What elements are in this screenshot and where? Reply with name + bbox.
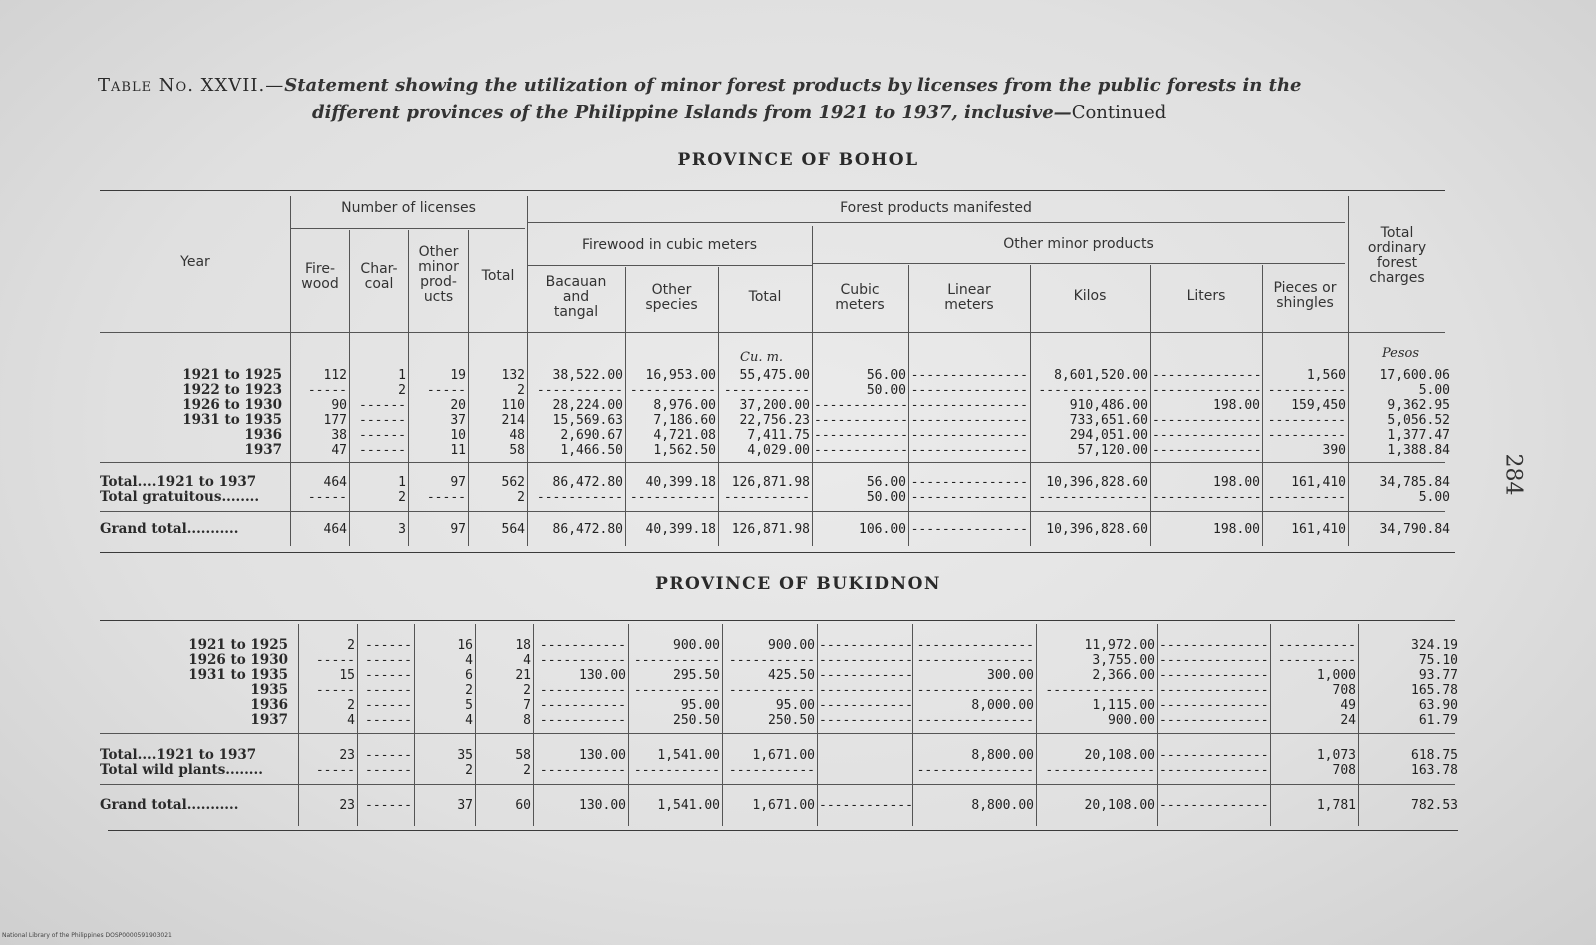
v-sep xyxy=(1150,265,1151,546)
bukidnon-tot-liters: -------------- -------------- xyxy=(1159,748,1269,778)
bohol-tot-liters: 198.00 -------------- xyxy=(1152,475,1262,505)
bohol-charges: 17,600.06 5.00 9,362.95 5,056.52 1,377.47 1,388.84 xyxy=(1379,368,1450,458)
header-bacauan: Bacauan and tangal xyxy=(545,274,607,320)
bohol-grand-charges: 34,790.84 xyxy=(1379,522,1450,537)
v-sep xyxy=(812,226,813,546)
forest-products-rule xyxy=(527,222,1345,223)
bukidnon-tot-charges: 618.75 163.78 xyxy=(1411,748,1458,778)
bohol-bottom-rule xyxy=(100,552,1455,553)
header-kilos: Kilos xyxy=(1073,288,1107,304)
bukidnon-grand-charcoal: ------ xyxy=(365,798,412,813)
bukidnon-firewood: 2 ----- 15 ----- 2 4 xyxy=(315,638,355,728)
bukidnon-other-species: 900.00 ----------- 295.50 ----------- 95.00 250.50 xyxy=(633,638,720,728)
header-pieces: Pieces or shingles xyxy=(1273,280,1337,311)
bukidnon-charges: 324.19 75.10 93.77 165.78 63.90 61.79 xyxy=(1411,638,1458,728)
v-sep xyxy=(1036,624,1037,826)
bukidnon-kilos: 11,972.00 3,755.00 2,366.00 -------------- 1,115.00 900.00 xyxy=(1045,638,1155,728)
bukidnon-tot-bacauan: 130.00 ----------- xyxy=(539,748,626,778)
bohol-grand-rule xyxy=(100,511,1445,512)
v-sep xyxy=(718,267,719,546)
v-sep xyxy=(357,624,358,826)
bohol-tot-total: 562 2 xyxy=(501,475,525,505)
bohol-other-species: 16,953.00 ----------- 8,976.00 7,186.60 4,721.08 1,562.50 xyxy=(629,368,716,458)
unit-cu-m: Cu. m. xyxy=(740,350,784,365)
bohol-grand-label: Grand total........... xyxy=(100,521,239,537)
unit-pesos: Pesos xyxy=(1382,346,1420,361)
bukidnon-grand-other: 37 xyxy=(457,798,473,813)
bohol-total: 132 2 110 214 48 58 xyxy=(501,368,525,458)
bukidnon-grand-linear: 8,800.00 xyxy=(971,798,1034,813)
v-sep xyxy=(722,624,723,826)
v-sep xyxy=(1157,624,1158,826)
v-sep xyxy=(290,196,291,546)
bohol-grand-other-species: 40,399.18 xyxy=(645,522,716,537)
bohol-totals-labels: Total....1921 to 1937 Total gratuitous........ xyxy=(100,474,260,505)
other-minor-rule xyxy=(812,263,1345,264)
bohol-grand-charcoal: 3 xyxy=(398,522,406,537)
page-number: 284 xyxy=(1500,453,1526,496)
bohol-grand-pieces: 161,410 xyxy=(1291,522,1346,537)
bohol-bacauan: 38,522.00 ----------- 28,224.00 15,569.63 2,690.67 1,466.50 xyxy=(536,368,623,458)
bohol-linear: --------------- --------------- --------------- --------------- --------------- --------------- xyxy=(910,368,1028,458)
header-cubic-meters: Cubic meters xyxy=(835,282,885,313)
header-firewood: Fire- wood xyxy=(301,261,339,292)
bukidnon-tot-firewood: 23 ----- xyxy=(315,748,355,778)
title-continued: Continued xyxy=(1071,102,1167,123)
bukidnon-grand-total: 60 xyxy=(515,798,531,813)
bohol-kilos: 8,601,520.00 -------------- 910,486.00 733,651.60 294,051.00 57,120.00 xyxy=(1038,368,1148,458)
bukidnon-bacauan: ----------- ----------- 130.00 ----------- ----------- ----------- xyxy=(539,638,626,728)
bohol-charcoal: 1 2 ------ ------ ------ ------ xyxy=(359,368,406,458)
bukidnon-grand-rule xyxy=(100,784,1455,785)
header-charcoal: Char- coal xyxy=(360,261,398,292)
bukidnon-totals-labels: Total....1921 to 1937 Total wild plants........ xyxy=(100,747,263,778)
bukidnon-grand-pieces: 1,781 xyxy=(1316,798,1356,813)
bohol-other-minor: 19 ----- 20 37 10 11 xyxy=(426,368,466,458)
v-sep xyxy=(1358,624,1359,826)
title-italic-line1: Statement showing the utilization of minor forest products by licenses from the public forests in the xyxy=(284,75,1302,96)
bukidnon-liters: -------------- -------------- -------------- -------------- -------------- -------------- xyxy=(1159,638,1269,728)
bohol-grand-total: 564 xyxy=(501,522,525,537)
bukidnon-total: 18 4 21 2 7 8 xyxy=(515,638,531,728)
bukidnon-totals-rule xyxy=(100,733,1455,734)
v-sep xyxy=(414,624,415,826)
header-total-charges: Total ordinary forest charges xyxy=(1367,225,1427,286)
bohol-grand-firewood: 464 xyxy=(323,522,347,537)
bohol-pieces: 1,560 ---------- 159,450 ---------- ---------- 390 xyxy=(1267,368,1346,458)
v-sep xyxy=(817,624,818,826)
v-sep xyxy=(475,624,476,826)
header-firewood-cubic: Firewood in cubic meters xyxy=(581,237,757,253)
bohol-tot-charcoal: 1 2 xyxy=(398,475,406,505)
bohol-tot-bacauan: 86,472.80 ----------- xyxy=(536,475,623,505)
bohol-tot-cubic: 56.00 50.00 xyxy=(866,475,906,505)
bukidnon-grand-cubic: ------------ xyxy=(819,798,913,813)
bukidnon-cubic: ------------ ------------ ------------ ------------ ------------ ------------ xyxy=(819,638,913,728)
v-sep xyxy=(533,624,534,826)
bohol-fw-total: 55,475.00 ----------- 37,200.00 22,756.23 7,411.75 4,029.00 xyxy=(723,368,810,458)
header-number-of-licenses: Number of licenses xyxy=(341,200,476,216)
header-fw-total: Total xyxy=(748,289,782,305)
bukidnon-heading: PROVINCE OF BUKIDNON xyxy=(655,574,941,594)
bohol-tot-other-species: 40,399.18 ----------- xyxy=(629,475,716,505)
title-label: Table No. XXVII.— xyxy=(98,75,285,96)
bohol-grand-kilos: 10,396,828.60 xyxy=(1046,522,1148,537)
bukidnon-tot-other-species: 1,541.00 ----------- xyxy=(633,748,720,778)
bohol-tot-charges: 34,785.84 5.00 xyxy=(1379,475,1450,505)
bohol-grand-fw-total: 126,871.98 xyxy=(731,522,810,537)
header-other-minor: Other minor prod- ucts xyxy=(418,244,459,305)
bohol-grand-bacauan: 86,472.80 xyxy=(552,522,623,537)
bohol-tot-pieces: 161,410 ---------- xyxy=(1267,475,1346,505)
bukidnon-tot-other: 35 2 xyxy=(457,748,473,778)
bukidnon-tot-kilos: 20,108.00 -------------- xyxy=(1045,748,1155,778)
bukidnon-grand-fw-total: 1,671.00 xyxy=(752,798,815,813)
v-sep xyxy=(1030,265,1031,546)
footer-note: National Library of the Philippines DOSP0000591903021 xyxy=(2,932,172,939)
bohol-grand-other: 97 xyxy=(450,522,466,537)
header-year: Year xyxy=(180,254,210,270)
bukidnon-pieces: ---------- ---------- 1,000 708 49 24 xyxy=(1277,638,1356,728)
bukidnon-tot-total: 58 2 xyxy=(515,748,531,778)
bukidnon-grand-kilos: 20,108.00 xyxy=(1084,798,1155,813)
bukidnon-year-labels: 1921 to 1925 1926 to 1930 1931 to 1935 1935 1936 1937 xyxy=(188,637,288,728)
header-linear-meters: Linear meters xyxy=(944,282,994,313)
title-italic-line2: different provinces of the Philippine Islands from 1921 to 1937, inclusive— xyxy=(312,102,1072,123)
header-forest-products: Forest products manifested xyxy=(840,200,1032,216)
bohol-grand-cubic: 106.00 xyxy=(859,522,906,537)
bukidnon-tot-fw-total: 1,671.00 ----------- xyxy=(728,748,815,778)
bohol-grand-linear: --------------- xyxy=(910,522,1028,537)
bohol-tot-kilos: 10,396,828.60 -------------- xyxy=(1038,475,1148,505)
bukidnon-fw-total: 900.00 ----------- 425.50 ----------- 95.00 250.50 xyxy=(728,638,815,728)
bukidnon-tot-charcoal: ------ ------ xyxy=(365,748,412,778)
bohol-totals-rule xyxy=(100,462,1445,463)
bohol-heading: PROVINCE OF BOHOL xyxy=(677,150,919,170)
header-other-species: Other species xyxy=(645,282,698,313)
table-title xyxy=(98,72,1458,126)
v-sep xyxy=(628,624,629,826)
firewood-rule xyxy=(527,265,812,266)
bukidnon-tot-linear: 8,800.00 --------------- xyxy=(916,748,1034,778)
bukidnon-grand-other-species: 1,541.00 xyxy=(657,798,720,813)
bukidnon-charcoal: ------ ------ ------ ------ ------ ------ xyxy=(365,638,412,728)
header-total: Total xyxy=(481,268,515,284)
header-bottom-rule xyxy=(100,332,1445,333)
bukidnon-grand-liters: -------------- xyxy=(1159,798,1269,813)
header-top-rule xyxy=(100,190,1445,191)
bohol-tot-fw-total: 126,871.98 ----------- xyxy=(723,475,810,505)
bukidnon-grand-charges: 782.53 xyxy=(1411,798,1458,813)
bohol-tot-firewood: 464 ----- xyxy=(307,475,347,505)
bohol-firewood: 112 ----- 90 177 38 47 xyxy=(307,368,347,458)
header-other-minor-products: Other minor products xyxy=(1003,236,1154,252)
bukidnon-bottom-rule xyxy=(108,830,1458,831)
bukidnon-top-rule xyxy=(100,620,1455,621)
bohol-liters: -------------- -------------- 198.00 -------------- -------------- -------------- xyxy=(1152,368,1262,458)
bohol-grand-liters: 198.00 xyxy=(1213,522,1260,537)
v-sep xyxy=(1270,624,1271,826)
bukidnon-grand-bacauan: 130.00 xyxy=(579,798,626,813)
v-sep xyxy=(298,624,299,826)
bohol-cubic: 56.00 50.00 ------------ ------------ ------------ ------------ xyxy=(814,368,908,458)
bohol-tot-other: 97 ----- xyxy=(426,475,466,505)
bukidnon-tot-pieces: 1,073 708 xyxy=(1316,748,1356,778)
bukidnon-other-minor: 16 4 6 2 5 4 xyxy=(457,638,473,728)
bukidnon-linear: --------------- --------------- 300.00 --------------- 8,000.00 --------------- xyxy=(916,638,1034,728)
bohol-year-labels: 1921 to 1925 1922 to 1923 1926 to 1930 1931 to 1935 1936 1937 xyxy=(182,367,282,458)
header-liters: Liters xyxy=(1186,288,1226,304)
licenses-rule xyxy=(290,228,525,229)
bukidnon-grand-label: Grand total........... xyxy=(100,797,239,813)
bohol-tot-linear: --------------- --------------- xyxy=(910,475,1028,505)
bukidnon-grand-firewood: 23 xyxy=(339,798,355,813)
